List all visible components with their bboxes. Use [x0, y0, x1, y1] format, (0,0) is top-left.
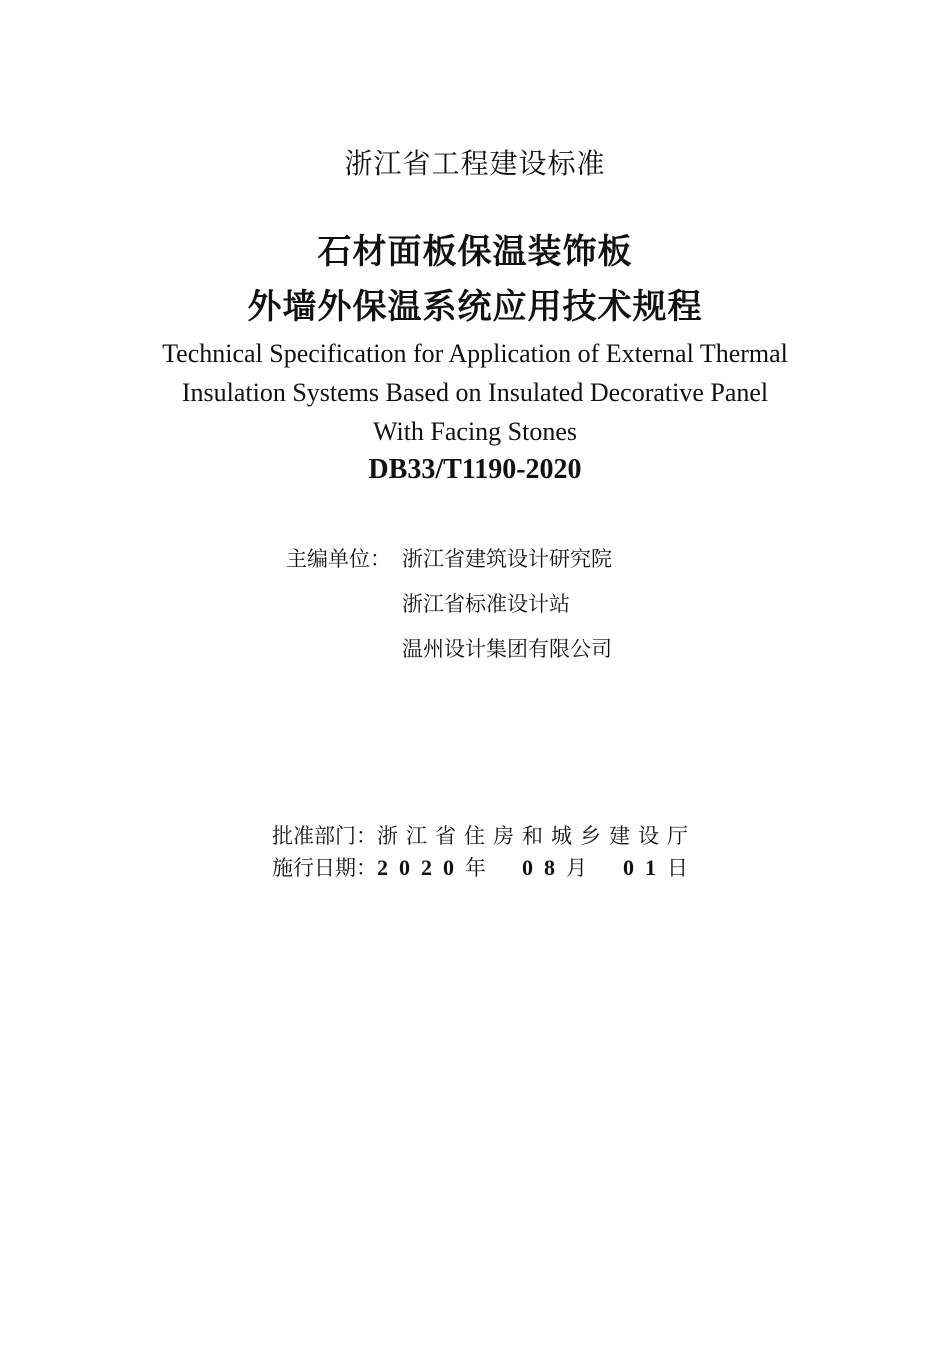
- title-en-line-1: Technical Specification for Application of External Thermal: [162, 339, 788, 368]
- effective-date-label: 施行日期：: [272, 856, 377, 880]
- title-en-line-2: Insulation Systems Based on Insulated Decorative Panel: [181, 378, 769, 407]
- effective-day: 01: [623, 855, 667, 880]
- title-en-line-3: With Facing Stones: [372, 417, 578, 446]
- editor-unit: 浙江省标准设计站: [402, 592, 570, 616]
- standard-series: 浙江省工程建设标准: [344, 147, 606, 180]
- effective-month: 08: [522, 855, 566, 880]
- approval-department: 浙江省住房和城乡建设厅: [377, 824, 696, 848]
- title-en: [0, 334, 950, 451]
- month-unit: 月: [566, 856, 587, 880]
- editor-unit: 温州设计集团有限公司: [402, 637, 612, 661]
- day-unit: 日: [667, 856, 688, 880]
- editor-unit: 浙江省建筑设计研究院: [402, 547, 612, 571]
- editor-row: [286, 630, 612, 675]
- effective-year: 2020: [377, 855, 465, 880]
- effective-date-row: [272, 852, 696, 884]
- standard-code: DB33/T1190-2020: [368, 454, 582, 485]
- editor-row: [286, 585, 612, 630]
- chief-editors: [286, 540, 612, 675]
- approval-block: [272, 820, 696, 884]
- approval-label: 批准部门：: [272, 824, 377, 848]
- year-unit: 年: [465, 856, 486, 880]
- title-cn-line-2: 外墙外保温系统应用技术规程: [247, 287, 703, 327]
- chief-editors-label: 主编单位：: [286, 547, 391, 571]
- title-cn-line-1: 石材面板保温装饰板: [317, 232, 633, 272]
- approval-row: [272, 820, 696, 852]
- editor-row: [286, 540, 612, 585]
